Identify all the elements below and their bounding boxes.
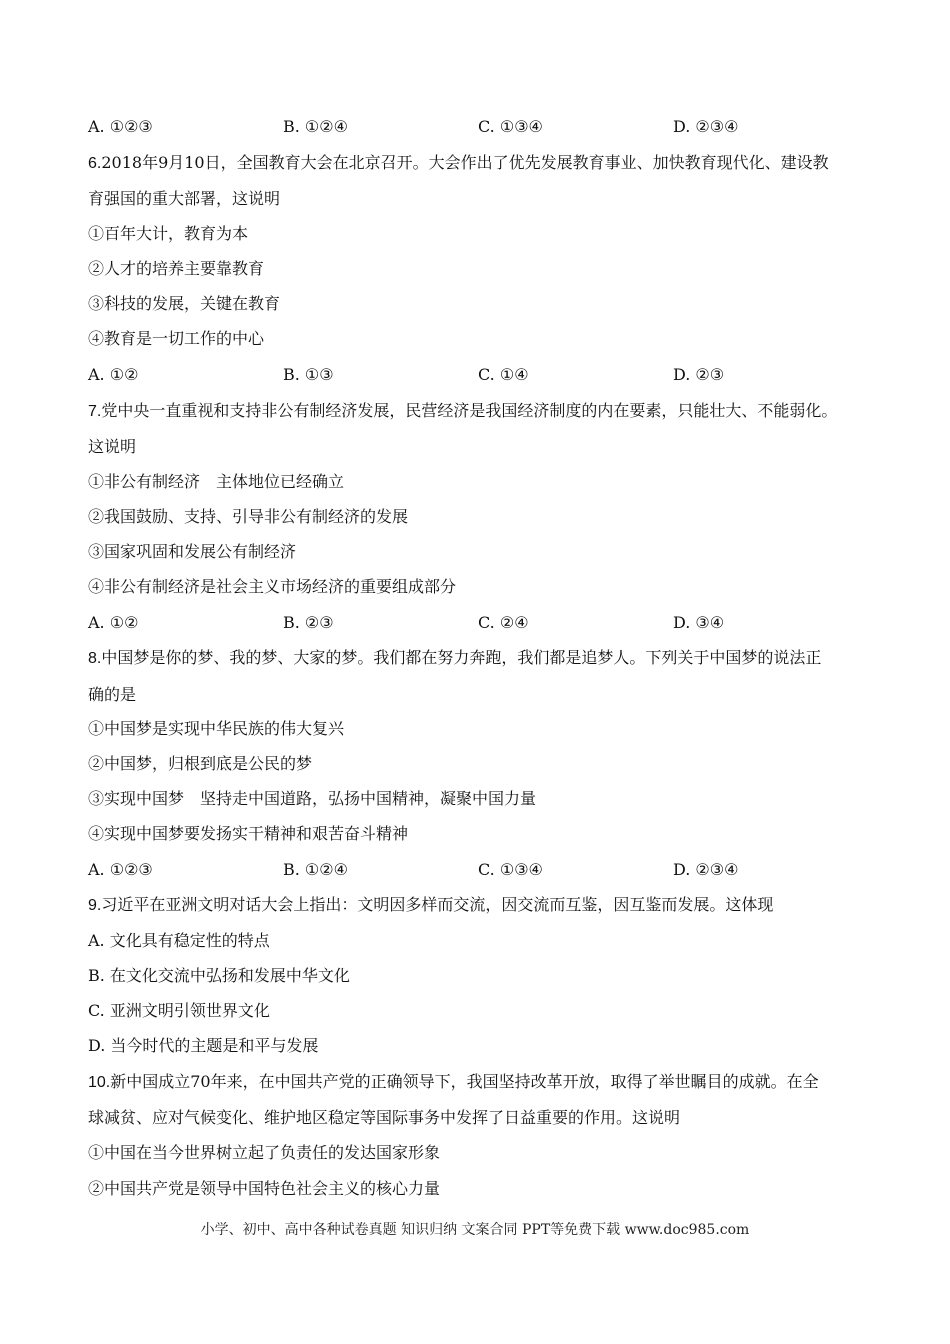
option-b: B. ①③ [283,365,334,384]
option-b: B. ①②④ [283,860,348,879]
option-d: D. ②③④ [673,117,739,136]
option-c: C. ①③④ [478,117,543,136]
q6-item-1: ①百年大计，教育为本 [88,224,249,243]
q7-item-2: ②我国鼓励、支持、引导非公有制经济的发展 [88,507,409,526]
q6-item-4: ④教育是一切工作的中心 [88,329,265,348]
q9-option-c: C. 亚洲文明引领世界文化 [88,1001,270,1020]
option-a: A. ①② [88,613,139,632]
q8-item-2: ②中国梦，归根到底是公民的梦 [88,754,313,773]
q7-item-3: ③国家巩固和发展公有制经济 [88,542,297,561]
q8-item-3: ③实现中国梦 坚持走中国道路，弘扬中国精神，凝聚中国力量 [88,789,537,808]
stem-text: 中国梦是你的梦、我的梦、大家的梦。我们都在努力奔跑，我们都是追梦人。下列关于中国梦的说法正 [101,648,822,667]
q6-stem-line1 [88,153,829,174]
option-a: A. ①②③ [88,117,153,136]
stem-text: 新中国成立70年来，在中国共产党的正确领导下，我国坚持改革开放，取得了举世瞩目的成就。在全 [110,1072,819,1091]
question-number: 7. [88,403,102,420]
q8-item-4: ④实现中国梦要发扬实干精神和艰苦奋斗精神 [88,824,409,843]
q9-option-b: B. 在文化交流中弘扬和发展中华文化 [88,966,350,985]
option-c: C. ①④ [478,365,529,384]
q6-item-2: ②人才的培养主要靠教育 [88,259,265,278]
stem-text: 习近平在亚洲文明对话大会上指出：文明因多样而交流，因交流而互鉴，因互鉴而发展。这体现 [101,895,774,914]
q7-item-4: ④非公有制经济是社会主义市场经济的重要组成部分 [88,577,457,596]
stem-text: 2018年9月10日，全国教育大会在北京召开。大会作出了优先发展教育事业、加快教育现代化、建设教 [101,153,829,172]
option-a: A. ①②③ [88,860,153,879]
q6-stem-line2: 育强国的重大部署，这说明 [88,189,281,208]
question-number: 8. [88,650,102,667]
question-number: 6. [88,155,102,172]
q8-item-1: ①中国梦是实现中华民族的伟大复兴 [88,719,345,738]
q10-item-2: ②中国共产党是领导中国特色社会主义的核心力量 [88,1179,441,1198]
option-a: A. ①② [88,365,139,384]
q10-stem-line2: 球减贫、应对气候变化、维护地区稳定等国际事务中发挥了日益重要的作用。这说明 [88,1108,681,1127]
q9-option-d: D. 当今时代的主题是和平与发展 [88,1036,319,1055]
option-b: B. ①②④ [283,117,348,136]
stem-text: 党中央一直重视和支持非公有制经济发展，民营经济是我国经济制度的内在要素，只能壮大、不能弱化。 [101,401,838,420]
question-number: 10. [88,1074,111,1091]
q10-item-1: ①中国在当今世界树立起了负责任的发达国家形象 [88,1143,441,1162]
q9-option-a: A. 文化具有稳定性的特点 [88,931,270,950]
q9-stem-line1 [88,895,773,916]
q7-item-1: ①非公有制经济 主体地位已经确立 [88,472,345,491]
q8-stem-line1 [88,648,821,669]
page-footer: 小学、初中、高中各种试卷真题 知识归纳 文案合同 PPT等免费下载 www.doc985.com [200,1222,750,1238]
option-c: C. ①③④ [478,860,543,879]
option-d: D. ③④ [673,613,725,632]
question-number: 9. [88,897,102,914]
q6-item-3: ③科技的发展，关键在教育 [88,294,281,313]
q7-stem-line2: 这说明 [88,437,137,456]
q10-stem-line1 [88,1072,819,1093]
q7-stem-line1 [88,401,837,422]
q8-stem-line2: 确的是 [88,685,137,704]
option-d: D. ②③④ [673,860,739,879]
option-c: C. ②④ [478,613,529,632]
option-b: B. ②③ [283,613,334,632]
option-d: D. ②③ [673,365,725,384]
